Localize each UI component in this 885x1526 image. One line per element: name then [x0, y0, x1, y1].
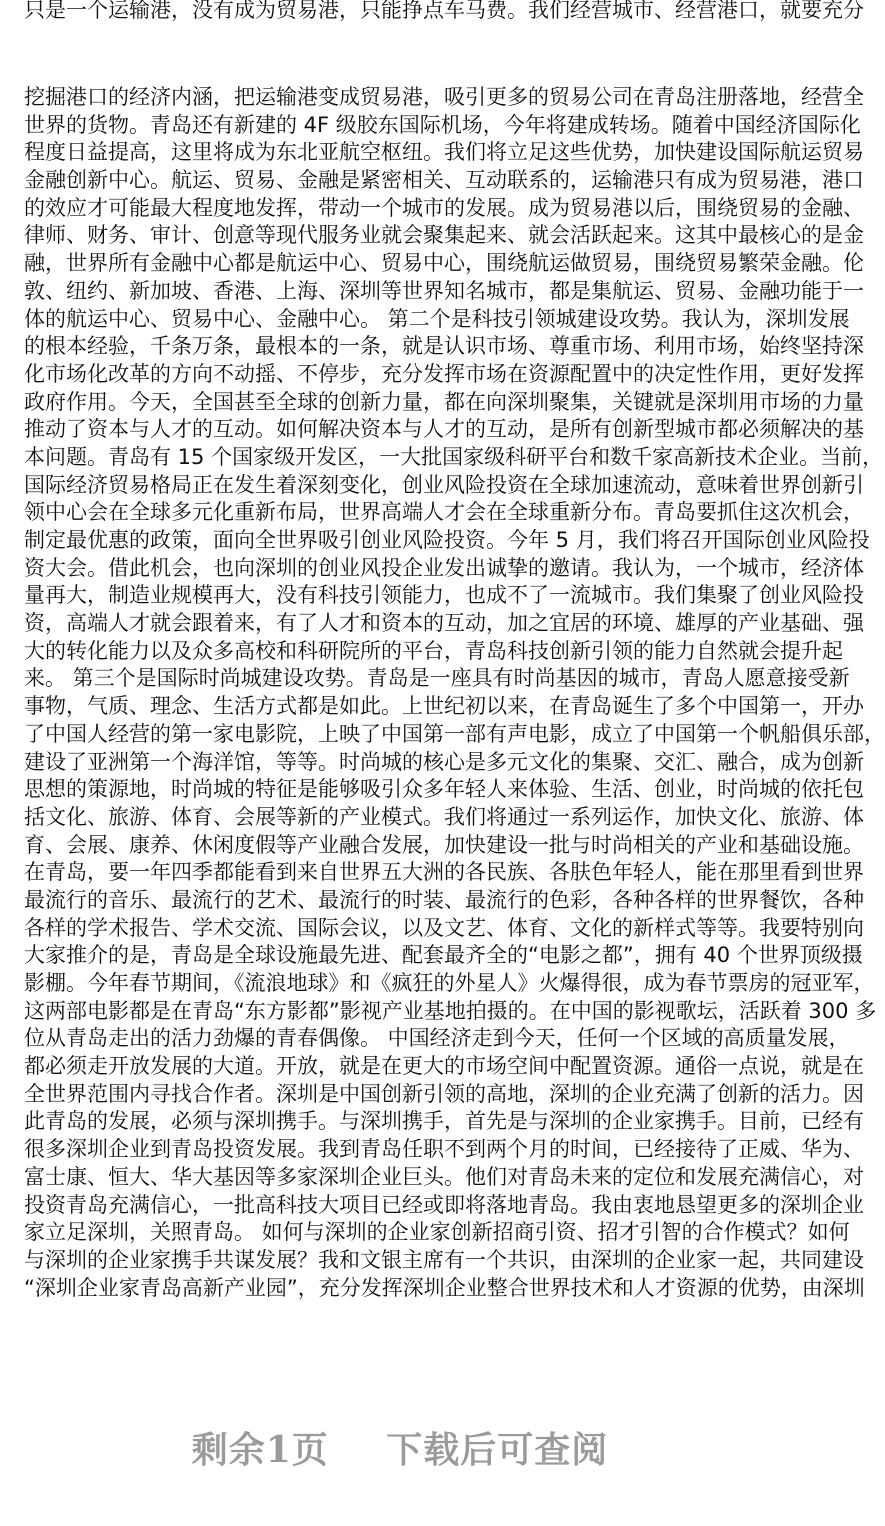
document-line: 资，高端人才就会跟着来，有了人才和资本的互动，加之宜居的环境、雄厚的产业基础、强 [24, 611, 864, 636]
document-line: 各样的学术报告、学术交流、国际会议，以及文艺、体育、文化的新样式等等。我要特别向 [24, 915, 864, 940]
document-line: 全世界范围内寻找合作者。深圳是中国创新引领的高地，深圳的企业充满了创新的活力。因 [24, 1081, 864, 1106]
remaining-pages-banner[interactable] [0, 1422, 800, 1473]
document-line: 量再大，制造业规模再大，没有科技引领能力，也成不了一流城市。我们集聚了创业风险投 [24, 583, 864, 608]
document-line: 括文化、旅游、体育、会展等新的产业模式。我们将通过一系列运作，加快文化、旅游、体 [24, 804, 864, 829]
document-line: 了中国人经营的第一家电影院，上映了中国第一部有声电影，成立了中国第一个帆船俱乐部， [24, 721, 885, 746]
document-line: 来。 第三个是国际时尚城建设攻势。青岛是一座具有时尚基因的城市，青岛人愿意接受新 [24, 666, 850, 691]
document-line: 推动了资本与人才的互动。如何解决资本与人才的互动，是所有创新型城市都必须解决的基 [24, 417, 864, 442]
document-line: 在青岛，要一年四季都能看到来自世界五大洲的各民族、各肤色年轻人，能在那里看到世界 [24, 860, 864, 885]
document-line: 这两部电影都是在青岛“东方影都”影视产业基地拍摄的。在中国的影视歌坛，活跃着 300 多 [24, 998, 877, 1023]
document-line: 敦、纽约、新加坡、香港、上海、深圳等世界知名城市，都是集航运、贸易、金融功能于一 [24, 278, 864, 303]
document-line: 很多深圳企业到青岛投资发展。我到青岛任职不到两个月的时间，已经接待了正威、华为、 [24, 1137, 864, 1162]
document-line: 家立足深圳，关照青岛。 如何与深圳的企业家创新招商引资、招才引智的合作模式？如何 [24, 1220, 850, 1245]
document-line: 体的航运中心、贸易中心、金融中心。 第二个是科技引领城建设攻势。我认为，深圳发展 [24, 306, 850, 331]
document-line: 投资青岛充满信心，一批高科技大项目已经或即将落地青岛。我由衷地恳望更多的深圳企业 [24, 1192, 864, 1217]
document-line: 制定最优惠的政策，面向全世界吸引创业风险投资。今年 5 月，我们将召开国际创业风险投 [24, 528, 870, 552]
document-line: 事物，气质、理念、生活方式都是如此。上世纪初以来，在青岛诞生了多个中国第一，开办 [24, 694, 864, 719]
document-line: 政府作用。今天，全国甚至全球的创新力量，都在向深圳聚集，关键就是深圳用市场的力量 [24, 389, 864, 414]
document-body [0, 84, 885, 1302]
document-line: 领中心会在全球多元化重新布局，世界高端人才会在全球重新分布。青岛要抓住这次机会， [24, 500, 864, 525]
document-line: 只是一个运输港，没有成为贸易港，只能挣点车马费。我们经营城市、经营港口，就要充分 [24, 0, 864, 22]
document-line: 育、会展、康养、休闲度假等产业融合发展，加快建设一批与时尚相关的产业和基础设施。 [24, 832, 864, 857]
document-line: 与深圳的企业家携手共谋发展？我和文银主席有一个共识，由深圳的企业家一起，共同建设 [24, 1247, 864, 1272]
document-line: 律师、财务、审计、创意等现代服务业就会聚集起来、就会活跃起来。这其中最核心的是金 [24, 223, 864, 248]
document-line: 位从青岛走出的活力劲爆的青春偶像。 中国经济走到今天，任何一个区域的高质量发展， [24, 1026, 850, 1051]
document-line: 资大会。借此机会，也向深圳的创业风投企业发出诚挚的邀请。我认为，一个城市，经济体 [24, 555, 864, 580]
document-line: 思想的策源地，时尚城的特征是能够吸引众多年轻人来体验、生活、创业，时尚城的依托包 [24, 777, 864, 802]
document-line: 都必须走开放发展的大道。开放，就是在更大的市场空间中配置资源。通俗一点说，就是在 [24, 1054, 864, 1079]
document-line: 影棚。今年春节期间，《流浪地球》和《疯狂的外星人》火爆得很，成为春节票房的冠亚军， [24, 971, 875, 995]
document-line: 大的转化能力以及众多高校和科研院所的平台，青岛科技创新引领的能力自然就会提升起 [24, 638, 843, 663]
document-line: 融，世界所有金融中心都是航运中心、贸易中心，围绕航运做贸易，围绕贸易繁荣金融。伦 [24, 251, 864, 276]
document-line: 此青岛的发展，必须与深圳携手。与深圳携手，首先是与深圳的企业家携手。目前，已经有 [24, 1109, 864, 1134]
document-line: 化市场化改革的方向不动摇、不停步，充分发挥市场在资源配置中的决定性作用，更好发挥 [24, 361, 864, 386]
remaining-pages-label: 剩余1页 [191, 1429, 329, 1471]
document-line: 的根本经验，千条万条，最根本的一条，就是认识市场、尊重市场、利用市场，始终坚持深 [24, 334, 864, 359]
document-line: 富士康、恒大、华大基因等多家深圳企业巨头。他们对青岛未来的定位和发展充满信心，对 [24, 1164, 864, 1189]
document-line: 建设了亚洲第一个海洋馆，等等。时尚城的核心是多元文化的集聚、交汇、融合，成为创新 [24, 749, 864, 774]
document-line: 挖掘港口的经济内涵，把运输港变成贸易港，吸引更多的贸易公司在青岛注册落地，经营全 [24, 85, 864, 109]
download-to-view-label: 下载后可查阅 [386, 1429, 609, 1471]
document-line: 本问题。青岛有 15 个国家级开发区，一大批国家级科研平台和数千家高新技术企业。当前， [24, 444, 884, 469]
document-line: 世界的货物。青岛还有新建的 4F 级胶东国际机场，今年将建成转场。随着中国经济国际化 [24, 112, 861, 137]
document-line: “深圳企业家青岛高新产业园”，充分发挥深圳企业整合世界技术和人才资源的优势，由深圳 [24, 1275, 865, 1300]
document-line: 的效应才可能最大程度地发挥，带动一个城市的发展。成为贸易港以后，围绕贸易的金融、 [24, 195, 864, 220]
document-line: 程度日益提高，这里将成为东北亚航空枢纽。我们将立足这些优势，加快建设国际航运贸易 [24, 140, 864, 165]
document-line: 最流行的音乐、最流行的艺术、最流行的时装、最流行的色彩，各种各样的世界餐饮，各种 [24, 887, 864, 912]
document-line: 金融创新中心。航运、贸易、金融是紧密相关、互动联系的，运输港只有成为贸易港，港口 [24, 168, 864, 193]
document-line: 大家推介的是，青岛是全球设施最先进、配套最齐全的“电影之都”，拥有 40 个世界顶级摄 [24, 943, 863, 968]
document-line: 国际经济贸易格局正在发生着深刻变化，创业风险投资在全球加速流动，意味着世界创新引 [24, 472, 864, 497]
